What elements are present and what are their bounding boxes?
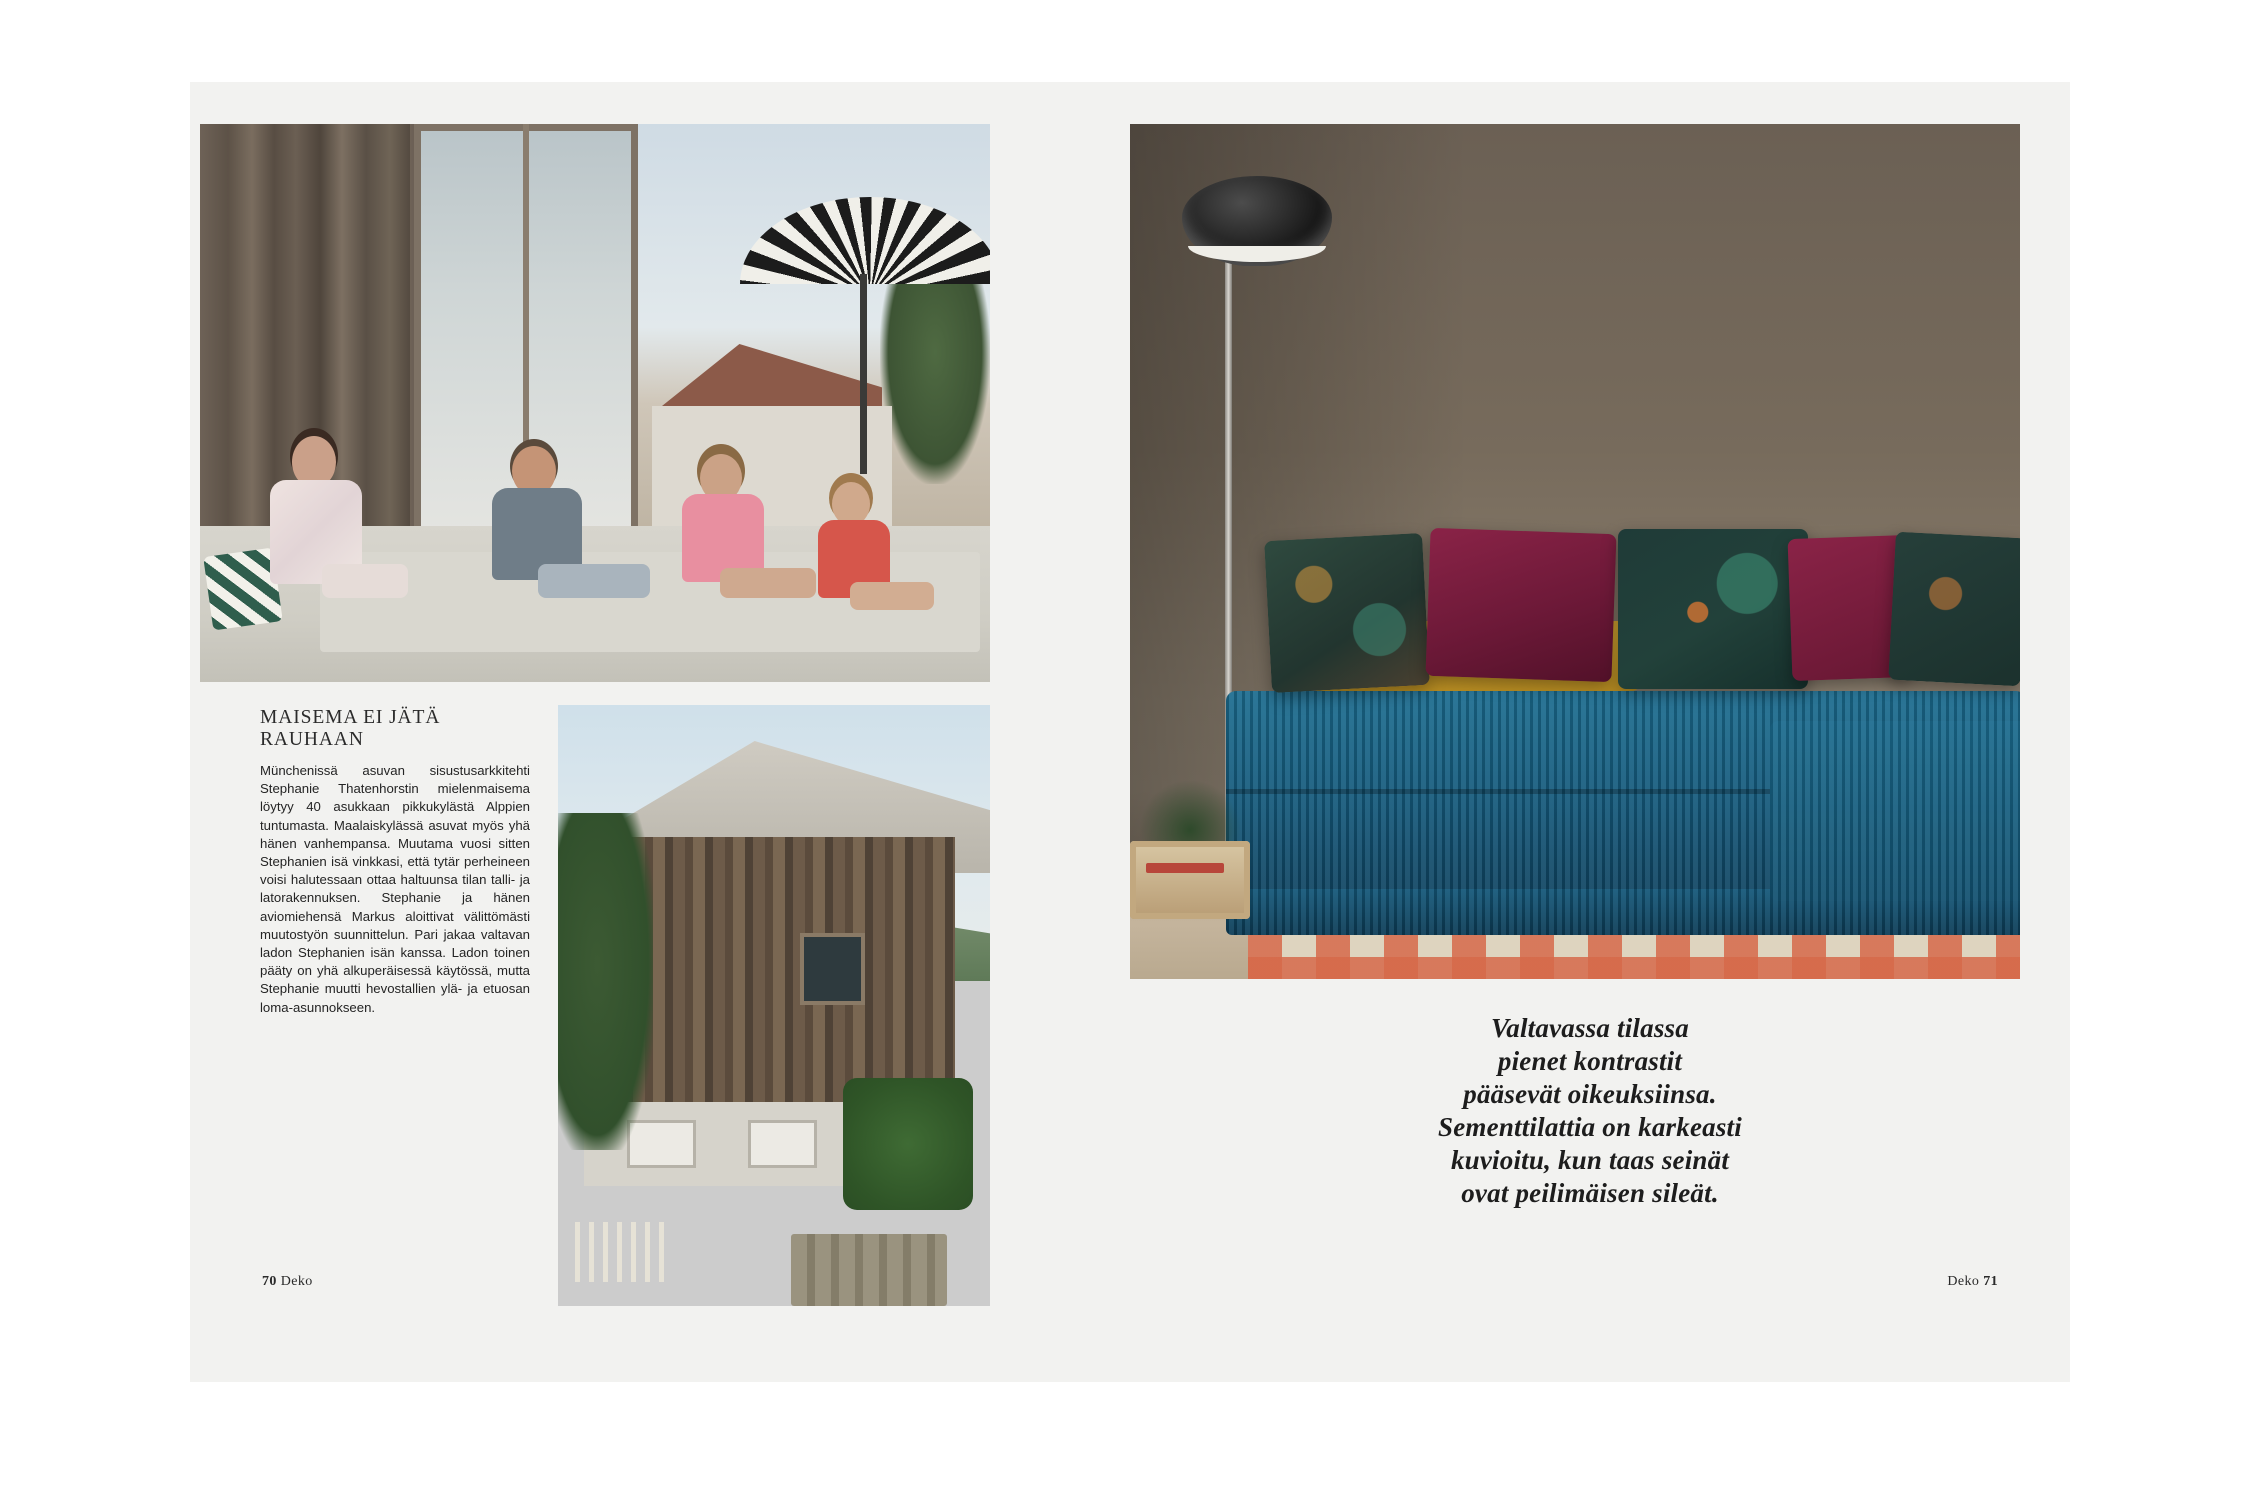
family-portrait-photo (200, 124, 990, 682)
pull-quote-line-2: pienet kontrastit (1497, 1046, 1683, 1076)
patterned-cushion-2 (1618, 529, 1808, 689)
patterned-cushion-1 (1264, 533, 1430, 693)
hedge (843, 1078, 973, 1210)
person-child-pink (672, 454, 822, 636)
legs (850, 582, 934, 610)
pull-quote-line-5: kuvioitu, kun taas seinät (1450, 1145, 1730, 1175)
person-woman (256, 436, 406, 636)
article-body: Münchenissä asuvan sisustusarkkitehti Stephanie Thatenhorstin mielenmaisema löytyy 40 asukkaan pikkukylästä Alppien tuntumasta. Maalaiskylässä asuvat myös yhä hänen vanhempansa. Muutama vuosi sitten Stephanien isä vinkkasi, että tytär perheineen voisi halutessaan ottaa haltuunsa tilan talli- ja latorakennuksen. Stephanie ja hänen aviomiehensä Markus aloittivat välittömästi muutostyön suunnittelun. Pari jakaa valtavan ladon Stephanien isän kanssa. Ladon toinen pääty on yhä alkuperäisessä käytössä, mutta Stephanie muutti hevostallien ylä- ja etuosan loma-asunnokseen. (260, 763, 530, 1015)
velvet-cushion-plum-1 (1425, 528, 1616, 682)
legs (720, 568, 816, 598)
wooden-tray (1130, 841, 1250, 919)
page-number: 71 (1983, 1274, 1998, 1289)
tree-foliage (558, 813, 653, 1150)
person-child-red (810, 476, 940, 636)
article-heading: MAISEMA EI JÄTÄ RAUHAAN (260, 707, 441, 750)
folio-right (1947, 1274, 1998, 1290)
legs (538, 564, 650, 598)
right-page (1130, 82, 2070, 1382)
left-page (190, 82, 1130, 1382)
pull-quote-line-3: pääsevät oikeuksiinsa. (1463, 1079, 1717, 1109)
barn-window (800, 933, 865, 1005)
living-room-photo (1130, 124, 2020, 979)
folio-left (262, 1274, 313, 1290)
person-man (476, 446, 656, 636)
pull-quote-line-6: ovat peilimäisen sileät. (1461, 1178, 1719, 1208)
pull-quote (1240, 1012, 1940, 1210)
parasol-pole (860, 274, 867, 474)
pull-quote-line-1: Valtavassa tilassa (1491, 1013, 1689, 1043)
picket-fence (575, 1222, 670, 1282)
sofa-module-right (1770, 721, 2020, 901)
article-text-block (260, 707, 530, 1017)
pull-quote-line-4: Sementtilattia on karkeasti (1438, 1112, 1742, 1142)
magazine-spread (190, 82, 2070, 1382)
publication-name: Deko (280, 1274, 313, 1289)
publication-name: Deko (1947, 1274, 1980, 1289)
patterned-cushion-3 (1888, 532, 2020, 687)
barn-exterior-photo (558, 705, 990, 1306)
page-number: 70 (262, 1274, 277, 1289)
legs (322, 564, 408, 598)
stone-wall (791, 1234, 947, 1306)
